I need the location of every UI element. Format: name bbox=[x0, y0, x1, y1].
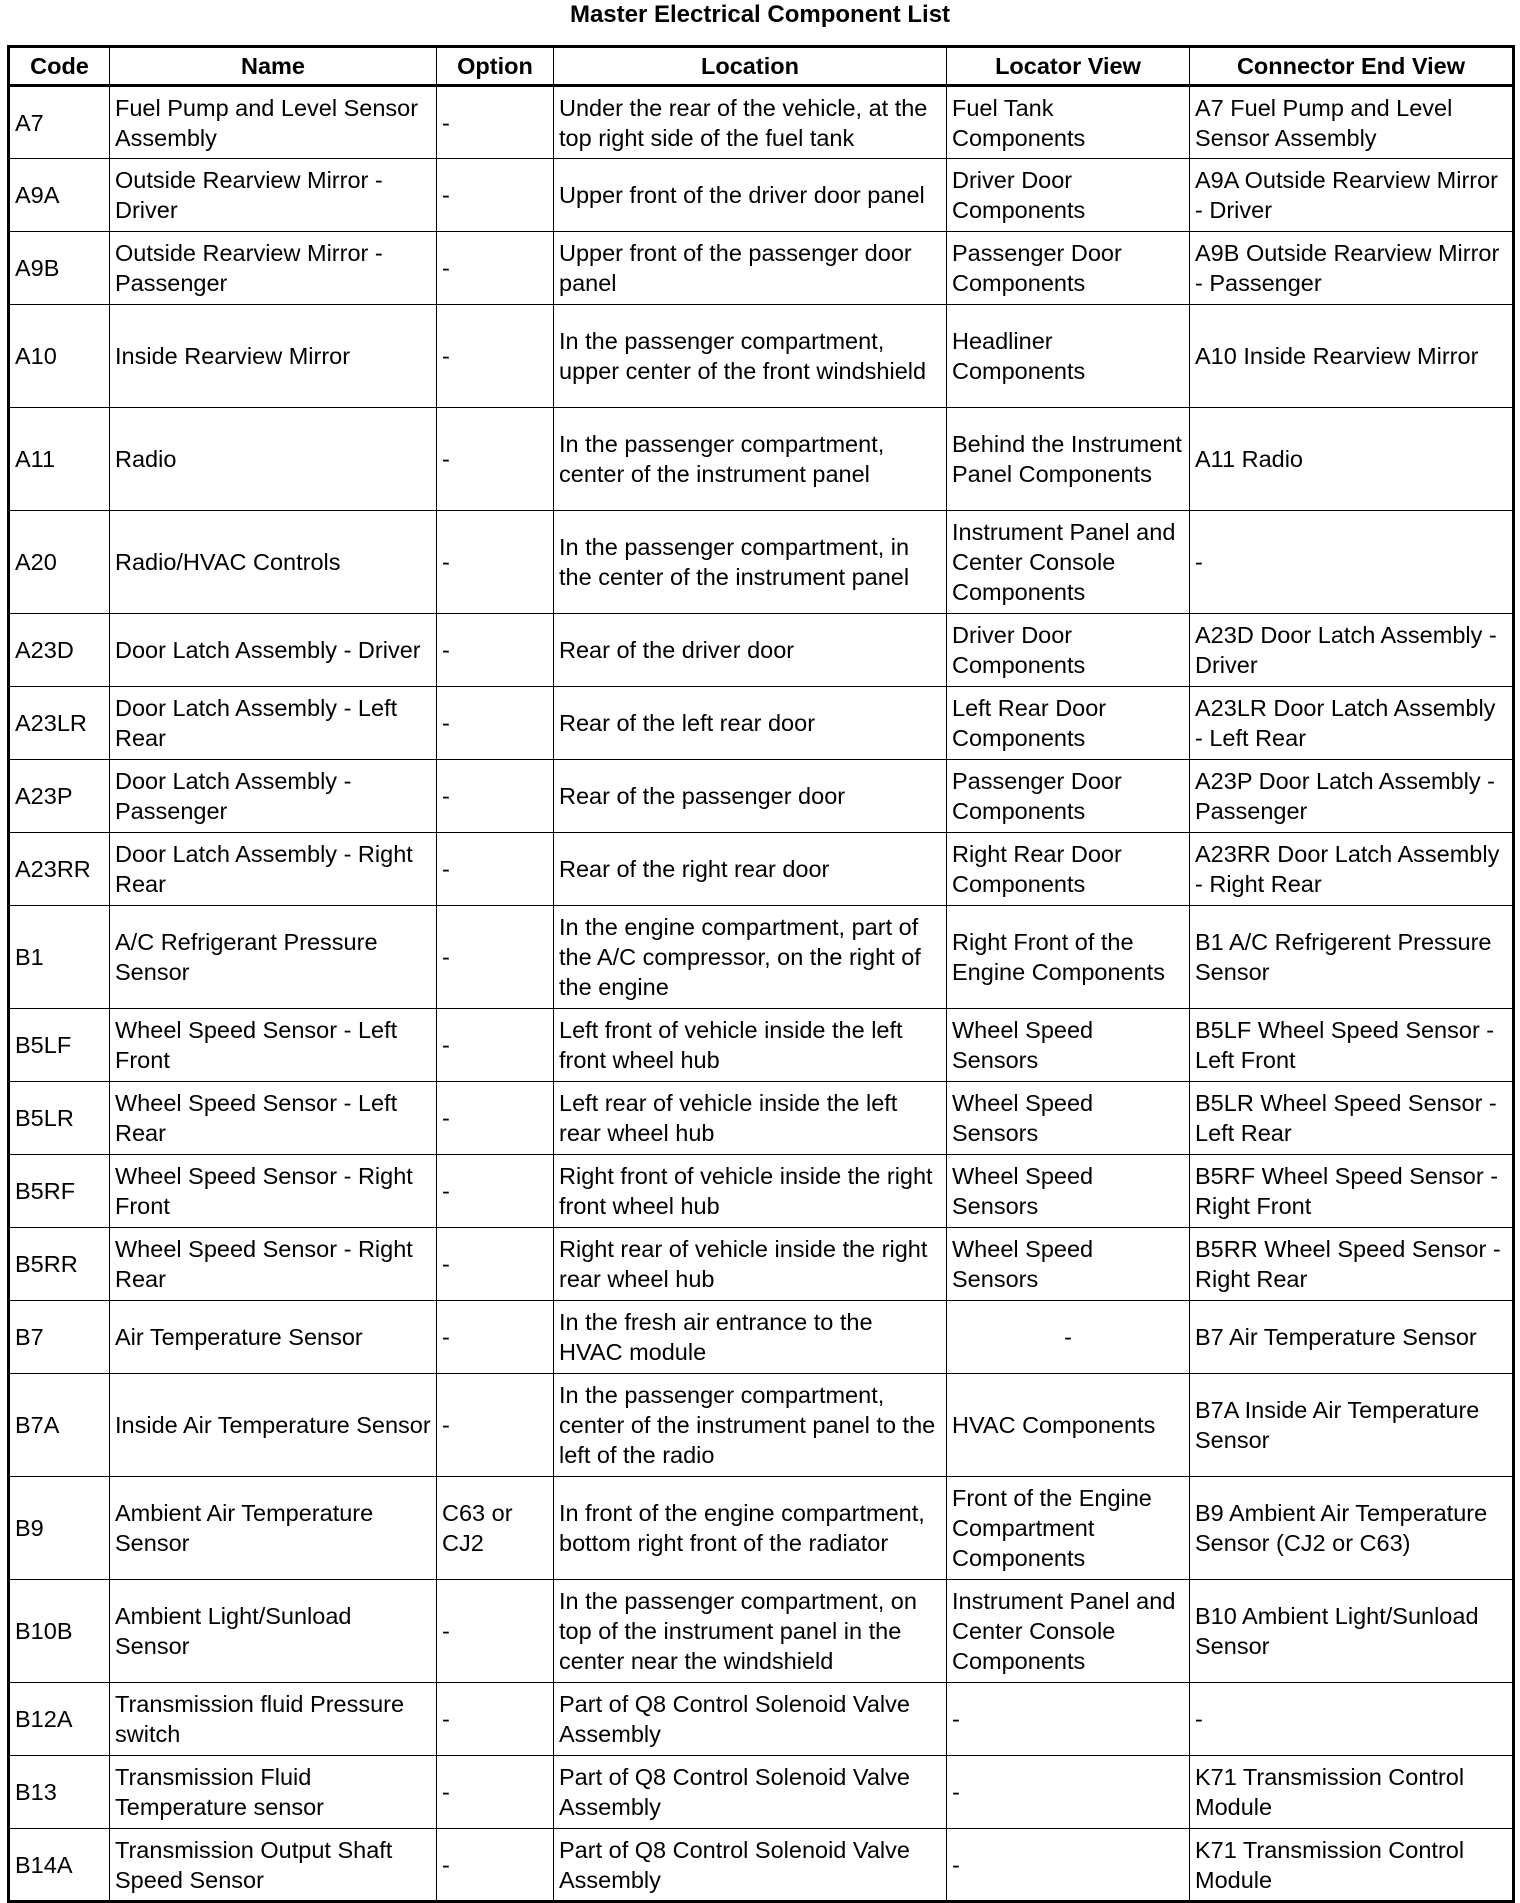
cell-option: - bbox=[437, 760, 554, 833]
cell-code: A23LR bbox=[9, 687, 110, 760]
cell-locator-view: Wheel Speed Sensors bbox=[947, 1009, 1190, 1082]
cell-option: - bbox=[437, 1228, 554, 1301]
cell-locator-view: Driver Door Components bbox=[947, 159, 1190, 232]
cell-connector-end-view: B10 Ambient Light/Sunload Sensor bbox=[1190, 1580, 1514, 1683]
table-row bbox=[9, 511, 1514, 614]
table-row bbox=[9, 408, 1514, 511]
cell-code: B5RR bbox=[9, 1228, 110, 1301]
cell-connector-end-view: K71 Transmission Control Module bbox=[1190, 1756, 1514, 1829]
cell-locator-view: Front of the Engine Compartment Components bbox=[947, 1477, 1190, 1580]
cell-code: A23RR bbox=[9, 833, 110, 906]
cell-name: A/C Refrigerant Pressure Sensor bbox=[110, 906, 437, 1009]
cell-locator-view: - bbox=[947, 1829, 1190, 1902]
component-table bbox=[7, 45, 1515, 1903]
cell-location: Part of Q8 Control Solenoid Valve Assembly bbox=[554, 1683, 947, 1756]
cell-connector-end-view: A23RR Door Latch Assembly - Right Rear bbox=[1190, 833, 1514, 906]
cell-location: In the passenger compartment, on top of the instrument panel in the center near the windshield bbox=[554, 1580, 947, 1683]
cell-code: A11 bbox=[9, 408, 110, 511]
cell-code: B10B bbox=[9, 1580, 110, 1683]
cell-option: - bbox=[437, 1155, 554, 1228]
cell-location: Rear of the passenger door bbox=[554, 760, 947, 833]
cell-option: - bbox=[437, 1756, 554, 1829]
cell-code: A23P bbox=[9, 760, 110, 833]
header-code: Code bbox=[9, 47, 110, 86]
table-row bbox=[9, 1228, 1514, 1301]
cell-connector-end-view: B9 Ambient Air Temperature Sensor (CJ2 or C63) bbox=[1190, 1477, 1514, 1580]
cell-connector-end-view: B5LF Wheel Speed Sensor - Left Front bbox=[1190, 1009, 1514, 1082]
cell-option: - bbox=[437, 86, 554, 159]
cell-location: In the fresh air entrance to the HVAC module bbox=[554, 1301, 947, 1374]
cell-code: A23D bbox=[9, 614, 110, 687]
cell-option: - bbox=[437, 614, 554, 687]
table-row bbox=[9, 232, 1514, 305]
cell-locator-view: Headliner Components bbox=[947, 305, 1190, 408]
cell-connector-end-view: B5RF Wheel Speed Sensor - Right Front bbox=[1190, 1155, 1514, 1228]
cell-location: Under the rear of the vehicle, at the top right side of the fuel tank bbox=[554, 86, 947, 159]
table-row bbox=[9, 687, 1514, 760]
cell-code: A7 bbox=[9, 86, 110, 159]
cell-name: Outside Rearview Mirror - Passenger bbox=[110, 232, 437, 305]
cell-location: In front of the engine compartment, bottom right front of the radiator bbox=[554, 1477, 947, 1580]
cell-option: - bbox=[437, 1082, 554, 1155]
cell-location: In the passenger compartment, upper center of the front windshield bbox=[554, 305, 947, 408]
cell-option: - bbox=[437, 833, 554, 906]
header-option: Option bbox=[437, 47, 554, 86]
cell-name: Outside Rearview Mirror - Driver bbox=[110, 159, 437, 232]
cell-name: Inside Air Temperature Sensor bbox=[110, 1374, 437, 1477]
cell-option: - bbox=[437, 1009, 554, 1082]
cell-code: B14A bbox=[9, 1829, 110, 1902]
cell-name: Ambient Air Temperature Sensor bbox=[110, 1477, 437, 1580]
page-title: Master Electrical Component List bbox=[569, 1, 951, 28]
cell-name: Door Latch Assembly - Left Rear bbox=[110, 687, 437, 760]
cell-option: - bbox=[437, 232, 554, 305]
cell-name: Inside Rearview Mirror bbox=[110, 305, 437, 408]
cell-option: - bbox=[437, 408, 554, 511]
cell-connector-end-view: A23LR Door Latch Assembly - Left Rear bbox=[1190, 687, 1514, 760]
cell-option: - bbox=[437, 1683, 554, 1756]
cell-code: A9A bbox=[9, 159, 110, 232]
cell-name: Radio bbox=[110, 408, 437, 511]
table-row bbox=[9, 1829, 1514, 1902]
table-row bbox=[9, 1301, 1514, 1374]
cell-connector-end-view: K71 Transmission Control Module bbox=[1190, 1829, 1514, 1902]
cell-connector-end-view: A11 Radio bbox=[1190, 408, 1514, 511]
cell-connector-end-view: B5LR Wheel Speed Sensor - Left Rear bbox=[1190, 1082, 1514, 1155]
cell-option: C63 or CJ2 bbox=[437, 1477, 554, 1580]
table-header-row bbox=[9, 47, 1514, 86]
table-row bbox=[9, 1374, 1514, 1477]
cell-code: B1 bbox=[9, 906, 110, 1009]
cell-location: Upper front of the driver door panel bbox=[554, 159, 947, 232]
cell-name: Radio/HVAC Controls bbox=[110, 511, 437, 614]
cell-location: Part of Q8 Control Solenoid Valve Assembly bbox=[554, 1756, 947, 1829]
table-row bbox=[9, 906, 1514, 1009]
table-row bbox=[9, 159, 1514, 232]
table-row bbox=[9, 305, 1514, 408]
cell-option: - bbox=[437, 906, 554, 1009]
cell-name: Wheel Speed Sensor - Right Rear bbox=[110, 1228, 437, 1301]
cell-location: Right rear of vehicle inside the right rear wheel hub bbox=[554, 1228, 947, 1301]
cell-code: B7 bbox=[9, 1301, 110, 1374]
header-locator-view: Locator View bbox=[947, 47, 1190, 86]
cell-locator-view: - bbox=[947, 1756, 1190, 1829]
cell-locator-view: - bbox=[947, 1301, 1190, 1374]
cell-connector-end-view: B5RR Wheel Speed Sensor - Right Rear bbox=[1190, 1228, 1514, 1301]
cell-code: B7A bbox=[9, 1374, 110, 1477]
cell-code: B12A bbox=[9, 1683, 110, 1756]
cell-code: B13 bbox=[9, 1756, 110, 1829]
cell-option: - bbox=[437, 511, 554, 614]
cell-location: Rear of the driver door bbox=[554, 614, 947, 687]
cell-locator-view: Wheel Speed Sensors bbox=[947, 1228, 1190, 1301]
cell-locator-view: Left Rear Door Components bbox=[947, 687, 1190, 760]
cell-location: In the engine compartment, part of the A/C compressor, on the right of the engine bbox=[554, 906, 947, 1009]
cell-locator-view: Wheel Speed Sensors bbox=[947, 1155, 1190, 1228]
cell-option: - bbox=[437, 305, 554, 408]
header-connector-end-view: Connector End View bbox=[1190, 47, 1514, 86]
cell-location: In the passenger compartment, center of the instrument panel to the left of the radio bbox=[554, 1374, 947, 1477]
table-row bbox=[9, 1155, 1514, 1228]
cell-option: - bbox=[437, 1829, 554, 1902]
cell-locator-view: Passenger Door Components bbox=[947, 760, 1190, 833]
cell-code: B5RF bbox=[9, 1155, 110, 1228]
cell-name: Ambient Light/Sunload Sensor bbox=[110, 1580, 437, 1683]
cell-name: Door Latch Assembly - Right Rear bbox=[110, 833, 437, 906]
header-location: Location bbox=[554, 47, 947, 86]
cell-code: A10 bbox=[9, 305, 110, 408]
cell-location: Upper front of the passenger door panel bbox=[554, 232, 947, 305]
table-row bbox=[9, 1009, 1514, 1082]
cell-location: Left rear of vehicle inside the left rear wheel hub bbox=[554, 1082, 947, 1155]
cell-code: A9B bbox=[9, 232, 110, 305]
header-name: Name bbox=[110, 47, 437, 86]
table-row bbox=[9, 1683, 1514, 1756]
cell-location: Rear of the left rear door bbox=[554, 687, 947, 760]
table-row bbox=[9, 86, 1514, 159]
cell-locator-view: Passenger Door Components bbox=[947, 232, 1190, 305]
cell-locator-view: Instrument Panel and Center Console Components bbox=[947, 1580, 1190, 1683]
cell-locator-view: Right Rear Door Components bbox=[947, 833, 1190, 906]
cell-connector-end-view: A23P Door Latch Assembly - Passenger bbox=[1190, 760, 1514, 833]
cell-code: B9 bbox=[9, 1477, 110, 1580]
cell-location: Left front of vehicle inside the left front wheel hub bbox=[554, 1009, 947, 1082]
table-row bbox=[9, 614, 1514, 687]
cell-option: - bbox=[437, 159, 554, 232]
cell-name: Door Latch Assembly - Passenger bbox=[110, 760, 437, 833]
cell-locator-view: Right Front of the Engine Components bbox=[947, 906, 1190, 1009]
cell-connector-end-view: - bbox=[1190, 1683, 1514, 1756]
cell-locator-view: Instrument Panel and Center Console Components bbox=[947, 511, 1190, 614]
cell-name: Wheel Speed Sensor - Right Front bbox=[110, 1155, 437, 1228]
table-row bbox=[9, 760, 1514, 833]
table-row bbox=[9, 1477, 1514, 1580]
cell-locator-view: HVAC Components bbox=[947, 1374, 1190, 1477]
cell-location: In the passenger compartment, in the center of the instrument panel bbox=[554, 511, 947, 614]
cell-connector-end-view: B7 Air Temperature Sensor bbox=[1190, 1301, 1514, 1374]
table-row bbox=[9, 1082, 1514, 1155]
cell-location: Part of Q8 Control Solenoid Valve Assembly bbox=[554, 1829, 947, 1902]
table-row bbox=[9, 833, 1514, 906]
cell-locator-view: Driver Door Components bbox=[947, 614, 1190, 687]
cell-code: A20 bbox=[9, 511, 110, 614]
cell-name: Door Latch Assembly - Driver bbox=[110, 614, 437, 687]
cell-location: Right front of vehicle inside the right front wheel hub bbox=[554, 1155, 947, 1228]
table-row bbox=[9, 1756, 1514, 1829]
cell-option: - bbox=[437, 1374, 554, 1477]
cell-locator-view: - bbox=[947, 1683, 1190, 1756]
cell-name: Transmission Fluid Temperature sensor bbox=[110, 1756, 437, 1829]
table-row bbox=[9, 1580, 1514, 1683]
cell-locator-view: Fuel Tank Components bbox=[947, 86, 1190, 159]
cell-connector-end-view: A9A Outside Rearview Mirror - Driver bbox=[1190, 159, 1514, 232]
cell-name: Fuel Pump and Level Sensor Assembly bbox=[110, 86, 437, 159]
cell-connector-end-view: A10 Inside Rearview Mirror bbox=[1190, 305, 1514, 408]
cell-locator-view: Behind the Instrument Panel Components bbox=[947, 408, 1190, 511]
cell-code: B5LR bbox=[9, 1082, 110, 1155]
cell-location: In the passenger compartment, center of the instrument panel bbox=[554, 408, 947, 511]
cell-locator-view: Wheel Speed Sensors bbox=[947, 1082, 1190, 1155]
cell-connector-end-view: B7A Inside Air Temperature Sensor bbox=[1190, 1374, 1514, 1477]
cell-connector-end-view: A7 Fuel Pump and Level Sensor Assembly bbox=[1190, 86, 1514, 159]
cell-name: Wheel Speed Sensor - Left Rear bbox=[110, 1082, 437, 1155]
cell-connector-end-view: B1 A/C Refrigerent Pressure Sensor bbox=[1190, 906, 1514, 1009]
cell-name: Wheel Speed Sensor - Left Front bbox=[110, 1009, 437, 1082]
cell-connector-end-view: A9B Outside Rearview Mirror - Passenger bbox=[1190, 232, 1514, 305]
cell-name: Transmission Output Shaft Speed Sensor bbox=[110, 1829, 437, 1902]
cell-name: Transmission fluid Pressure switch bbox=[110, 1683, 437, 1756]
cell-code: B5LF bbox=[9, 1009, 110, 1082]
cell-connector-end-view: A23D Door Latch Assembly - Driver bbox=[1190, 614, 1514, 687]
cell-location: Rear of the right rear door bbox=[554, 833, 947, 906]
cell-option: - bbox=[437, 1580, 554, 1683]
cell-option: - bbox=[437, 1301, 554, 1374]
cell-connector-end-view: - bbox=[1190, 511, 1514, 614]
cell-option: - bbox=[437, 687, 554, 760]
cell-name: Air Temperature Sensor bbox=[110, 1301, 437, 1374]
